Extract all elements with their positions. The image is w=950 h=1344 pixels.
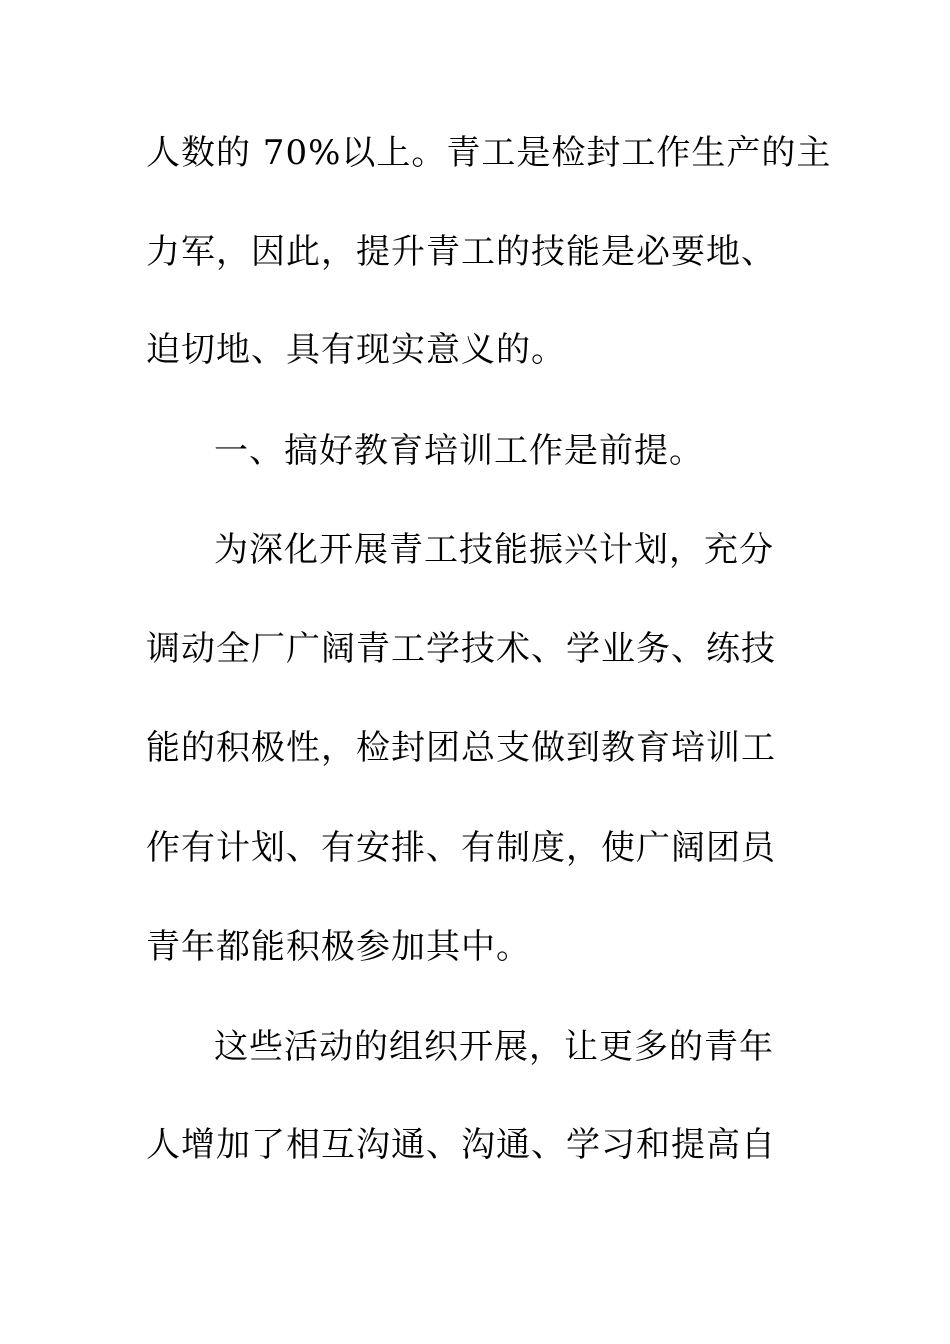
- text-line-9: 青年都能积极参加其中。: [146, 927, 531, 967]
- text-line-7: 能的积极性，检封团总支做到教育培训工: [146, 728, 776, 768]
- text-line-5: 为深化开展青工技能振兴计划，充分: [214, 530, 774, 570]
- text-line-3: 迫切地、具有现实意义的。: [146, 330, 566, 370]
- text-line-10: 这些活动的组织开展，让更多的青年: [214, 1027, 774, 1067]
- text-line-8: 作有计划、有安排、有制度，使广阔团员: [146, 828, 776, 868]
- text-line-2: 力军，因此，提升青工的技能是必要地、: [146, 232, 776, 272]
- text-line-11: 人增加了相互沟通、沟通、学习和提高自: [146, 1125, 776, 1165]
- text-line-6: 调动全厂广阔青工学技术、学业务、练技: [146, 629, 776, 669]
- text-line-1: 人数的 70%以上。青工是检封工作生产的主: [146, 133, 832, 173]
- section-heading: 一、搞好教育培训工作是前提。: [214, 431, 704, 471]
